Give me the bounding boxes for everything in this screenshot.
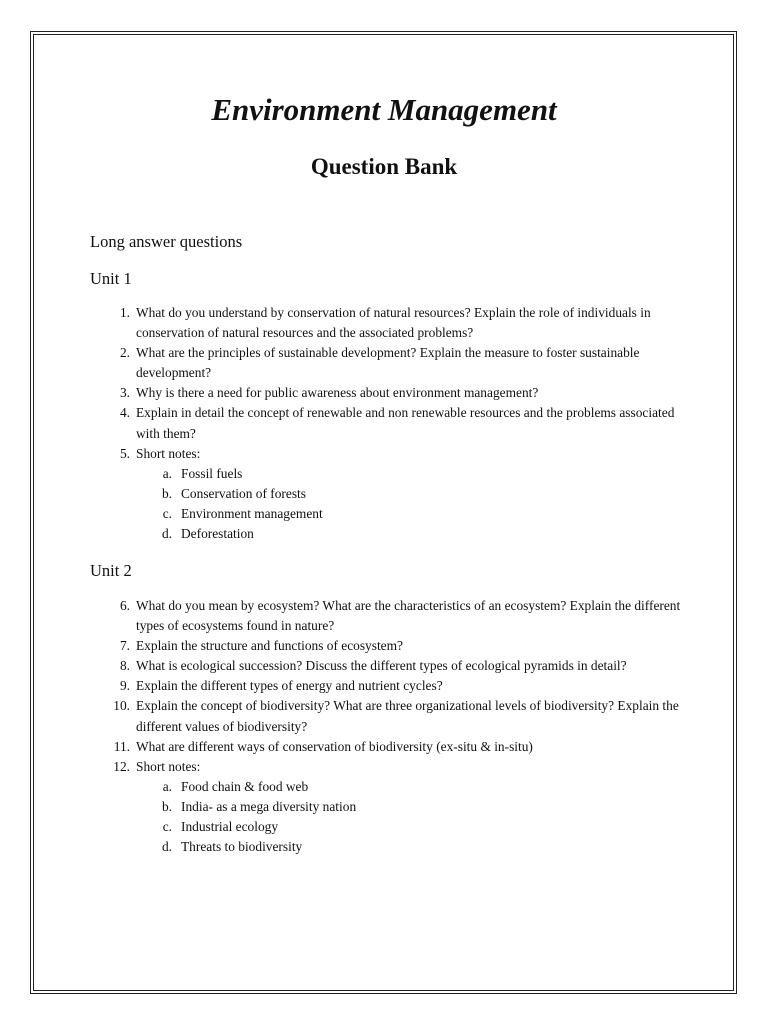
question-text: Explain the different types of energy and nutrient cycles? [136, 678, 443, 694]
question-text: Short notes: [136, 445, 201, 461]
unit-1-question-list [90, 303, 690, 544]
short-note-letter: d. [161, 526, 172, 542]
short-note-letter: d. [161, 839, 172, 855]
document-title: Environment Management [211, 92, 557, 127]
short-note-text: Deforestation [181, 526, 254, 542]
question-number: 10. [113, 698, 130, 714]
question-item [90, 656, 690, 676]
question-text: Short notes: [136, 758, 201, 774]
question-number: 4. [119, 405, 130, 421]
short-note-item [136, 484, 690, 504]
short-note-text: Environment management [181, 505, 323, 521]
question-text: What do you understand by conservation of natural resources? Explain the role of individuals in conservation of natural resources and the associated problems? [136, 305, 651, 341]
short-note-item [136, 524, 690, 544]
question-item [90, 383, 690, 403]
short-note-text: Threats to biodiversity [181, 839, 303, 855]
question-item [90, 636, 690, 656]
question-number: 2. [119, 345, 130, 361]
question-item [90, 676, 690, 696]
short-note-item [136, 837, 690, 857]
short-note-item [136, 777, 690, 797]
short-note-letter: b. [161, 485, 172, 501]
question-text: What are the principles of sustainable development? Explain the measure to foster sustainable development? [136, 345, 640, 381]
question-item [90, 403, 690, 443]
short-note-letter: c. [162, 819, 172, 835]
question-text: What are different ways of conservation of biodiversity (ex-situ & in-situ) [136, 738, 533, 754]
question-number: 7. [119, 638, 130, 654]
short-note-text: Food chain & food web [181, 778, 309, 794]
question-item [90, 343, 690, 383]
question-item [90, 757, 690, 857]
short-note-text: Conservation of forests [181, 485, 306, 501]
short-note-item [136, 817, 690, 837]
short-note-text: Fossil fuels [181, 465, 243, 481]
question-number: 12. [113, 758, 130, 774]
question-number: 1. [119, 305, 130, 320]
question-text: What is ecological succession? Discuss the different types of ecological pyramids in detail? [136, 658, 627, 674]
short-note-item [136, 797, 690, 817]
unit-2-heading: Unit 2 [90, 561, 132, 580]
question-text: Explain the structure and functions of ecosystem? [136, 638, 403, 654]
question-item [90, 696, 690, 736]
question-number: 11. [113, 738, 130, 754]
question-item [90, 596, 690, 636]
question-number: 8. [119, 658, 130, 674]
short-note-item [136, 464, 690, 484]
question-text: Explain in detail the concept of renewable and non renewable resources and the problems associated with them? [136, 405, 675, 441]
question-text: Explain the concept of biodiversity? What are three organizational levels of biodiversity? Explain the different values of biodiversity? [136, 698, 679, 734]
question-text: Why is there a need for public awareness about environment management? [136, 385, 539, 401]
short-note-text: Industrial ecology [181, 819, 279, 835]
question-item [90, 303, 690, 343]
question-item [90, 737, 690, 757]
question-number: 3. [119, 385, 130, 401]
section-label: Long answer questions [90, 232, 243, 251]
short-notes-list [136, 777, 690, 857]
short-note-text: India- as a mega diversity nation [181, 798, 357, 814]
unit-1-heading: Unit 1 [90, 269, 132, 288]
question-number: 5. [119, 445, 130, 461]
unit-2-question-list [90, 596, 690, 857]
short-notes-list [136, 464, 690, 544]
question-text: What do you mean by ecosystem? What are the characteristics of an ecosystem? Explain the different types of ecosystems found in nature? [136, 598, 681, 634]
question-item [90, 444, 690, 544]
short-note-letter: b. [161, 798, 172, 814]
short-note-letter: c. [162, 505, 172, 521]
short-note-letter: a. [162, 778, 172, 794]
document-subtitle: Question Bank [310, 154, 458, 179]
short-note-letter: a. [162, 465, 172, 481]
short-note-item [136, 504, 690, 524]
question-number: 9. [119, 678, 130, 694]
question-number: 6. [119, 598, 130, 613]
